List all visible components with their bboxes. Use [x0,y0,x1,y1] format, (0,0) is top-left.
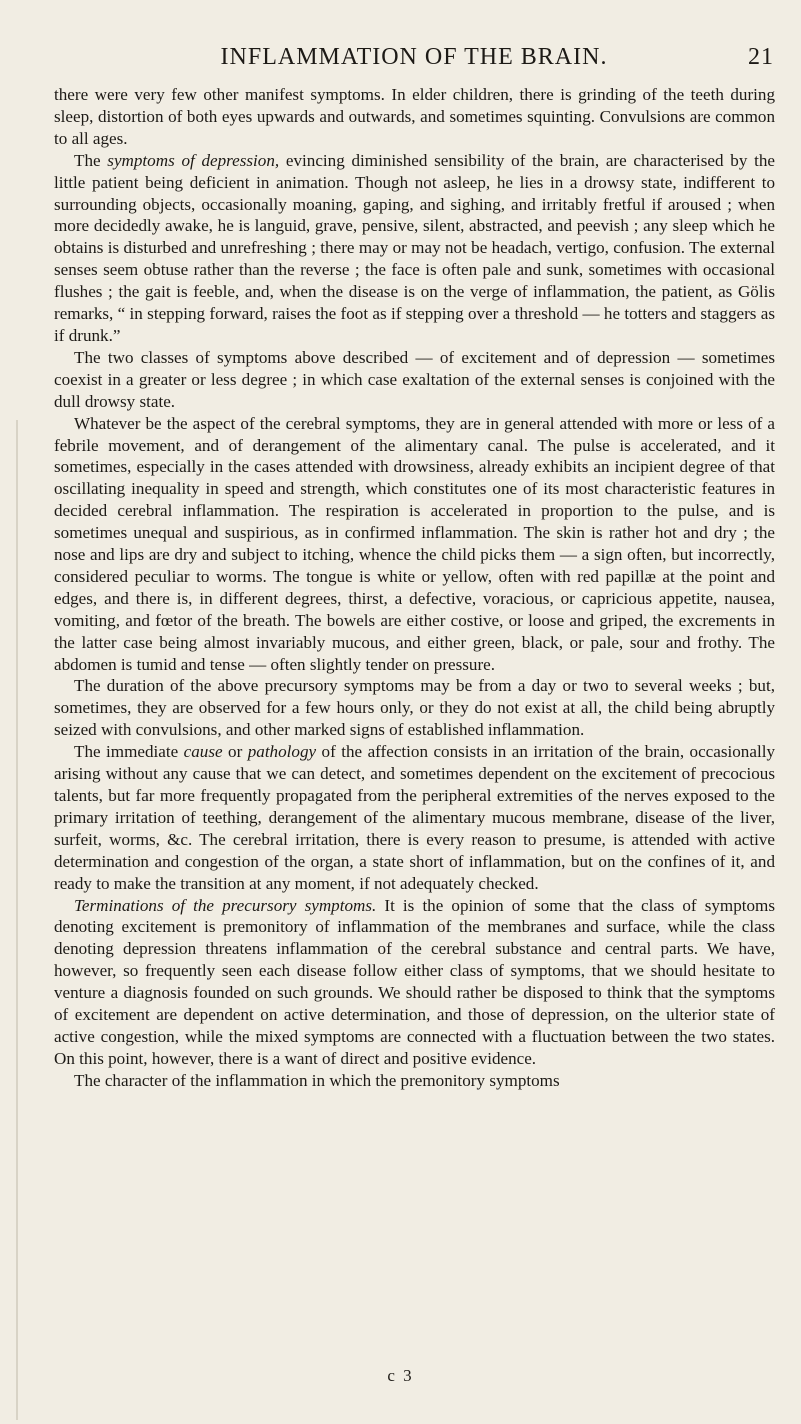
text-run: It is the opinion of some that the class of symptoms denoting excitement is premonitory of inflammation of the membranes and surface, while the class denoting depression threatens inflammation of the cerebral substance and central parts. We have, however, so frequently seen each disease follow either class of symptoms, that we should hesitate to venture a diagnosis founded on such grounds. We should rather be disposed to think that the symptoms of excitement are dependent on active determination, and those of depression, on the ulterior state of active congestion, while the mixed symptoms are connected with a fluctuation between the two states. On this point, however, there is a want of direct and positive evidence. [54,895,775,1068]
text-run: The character of the inflammation in which the premonitory symptoms [74,1070,560,1090]
text-run: or [222,742,248,762]
paragraph [54,741,775,894]
text-run: there were very few other manifest symptoms. In elder children, there is grinding of the teeth during sleep, distortion of both eyes upwards and outwards, and sometimes squinting. Convulsions are common to all ages. [54,85,775,148]
paragraph [54,150,775,347]
body-text [54,84,775,1092]
text-run: The duration of the above precursory symptoms may be from a day or two to several weeks ; but, sometimes, they are observed for a few hours only, or they do not exist at all, the child being abruptly seized with convulsions, and other marked signs of established inflammation. [54,676,775,740]
margin-shadow [16,420,18,1420]
text-run: evincing diminished sensibility of the brain, are characterised by the little patient being deficient in animation. Though not asleep, he lies in a drowsy state, indifferent to surrounding objects, occasionally moaning, gaping, and sighing, and irritably fretful if aroused ; when more decidedly awake, he is languid, grave, pensive, silent, abstracted, and peevish ; any sleep which he obtains is disturbed and unrefreshing ; there may or may not be headach, vertigo, confusion. The external senses seem obtuse rather than the reverse ; the face is often pale and sunk, sometimes with occasional flushes ; the gait is feeble, and, when the disease is on the verge of inflammation, the patient, as Gölis remarks, “ in stepping forward, raises the foot as if stepping over a threshold — he totters and staggers as if drunk.” [54,150,775,345]
paragraph [54,1070,775,1092]
text-run: The immediate [74,742,184,762]
running-head-title: INFLAMMATION OF THE BRAIN. [220,44,608,70]
italic-run: symptoms of depression, [107,150,280,170]
italic-run: Terminations of the precursory symptoms. [74,895,377,915]
paragraph [54,895,775,1070]
page-number: 21 [748,44,774,70]
text-run: The [74,150,108,170]
text-run: The two classes of symptoms above described — of excitement and of depression — sometimes coexist in a greater or less degree ; in which case exaltation of the external senses is conjoined with the dull drowsy state. [54,347,775,411]
paragraph [54,675,775,741]
text-run: of the affection consists in an irritation of the brain, occasionally arising without any cause that we can detect, and sometimes dependent on the excitement of precocious talents, but far more frequently propagated from the peripheral extremities of the nerves exposed to the primary irritation of teething, derangement of the alimentary mucous membrane, disease of the liver, surfeit, worms, &c. The cerebral irritation, there is every reason to presume, is attended with active determination and congestion of the organ, a state short of inflammation, but on the confines of it, and ready to make the transition at any moment, if not adequately checked. [54,742,775,893]
signature-mark: c 3 [387,1366,414,1385]
paragraph [54,347,775,413]
paragraph [54,84,775,150]
paragraph [54,413,775,676]
italic-run: pathology [247,742,317,762]
text-run: Whatever be the aspect of the cerebral symptoms, they are in general attended with more or less of a febrile movement, and of derangement of the alimentary canal. The pulse is accelerated, and it sometimes, especially in the cases attended with drowsiness, already exhibits an incipient degree of that oscillating inequality in speed and strength, which constitutes one of its most characteristic features in decided cerebral inflammation. The respiration is accelerated in proportion to the pulse, and is sometimes unequal and suspirious, as in confirmed inflammation. The skin is rather hot and dry ; the nose and lips are dry and subject to itching, whence the child picks them — a sign often, but incorrectly, considered peculiar to worms. The tongue is white or yellow, often with red papillæ at the point and edges, and there is, in different degrees, thirst, a defective, voracious, or capricious appetite, nausea, vomiting, and fœtor of the breath. The bowels are either costive, or loose and griped, the excrements in the latter case being almost invariably mucous, and either green, black, or pale, sour and frothy. The abdomen is tumid and tense — often slightly tender on pressure. [54,413,775,674]
italic-run: cause [183,742,223,762]
running-head [54,44,774,78]
